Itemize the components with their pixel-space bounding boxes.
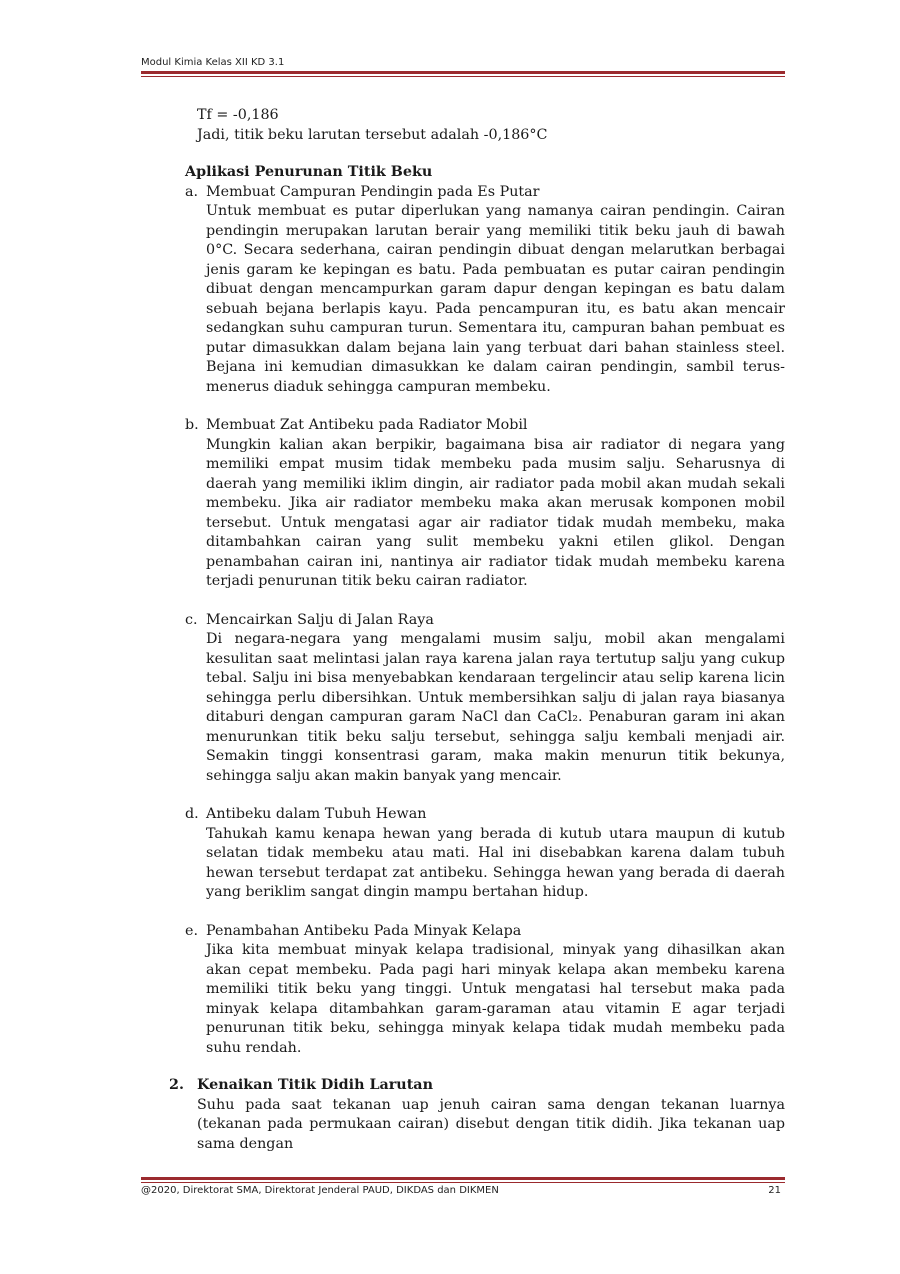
list-item-title: Mencairkan Salju di Jalan Raya	[206, 611, 434, 628]
list-item-body: Untuk membuat es putar diperlukan yang namanya cairan pendingin. Cairan pendingin merupakan larutan berair yang memiliki titik beku jauh di bawah 0°C. Secara sederhana, cairan pendingin dibuat dengan melarutkan berbagai jenis garam ke kepingan es batu. Pada pembuatan es putar cairan pendingin dibuat dengan mencampurkan garam dapur dengan kepingan es batu dalam sebuah bejana berlapis kayu. Pada pencampuran itu, es batu akan mencair sedangkan suhu campuran turun. Sementara itu, campuran bahan pembuat es putar dimasukkan dalam bejana lain yang terbuat dari bahan stainless steel. Bejana ini kemudian dimasukkan ke dalam cairan pendingin, sambil terus-menerus diaduk sehingga campuran membeku.	[206, 203, 785, 395]
list-item	[185, 611, 785, 787]
running-header: Modul Kimia Kelas XII KD 3.1	[141, 57, 285, 68]
footer-rule-thin	[141, 1182, 785, 1183]
list-item	[185, 183, 785, 398]
list-item-body: Di negara-negara yang mengalami musim salju, mobil akan mengalami kesulitan saat melintasi jalan raya karena jalan raya tertutup salju yang cukup tebal. Salju ini bisa menyebabkan kendaraan tergelincir atau selip karena licin sehingga perlu dibersihkan. Untuk membersihkan salju di jalan raya biasanya ditaburi dengan campuran garam NaCl dan CaCl₂. Penaburan garam ini akan menurunkan titik beku salju tersebut, sehingga salju kembali menjadi air. Semakin tinggi konsentrasi garam, maka makin menurun titik bekunya, sehingga salju akan makin banyak yang mencair.	[206, 631, 785, 784]
section-number: 2.	[169, 1077, 184, 1093]
calc-line-1: Tf = -0,186	[197, 107, 279, 123]
list-marker: b.	[185, 417, 199, 433]
section-2	[169, 1076, 785, 1154]
page-body	[169, 106, 785, 1154]
list-item-body: Jika kita membuat minyak kelapa tradisional, minyak yang dihasilkan akan akan cepat membeku. Pada pagi hari minyak kelapa akan membeku karena memiliki titik beku yang tinggi. Untuk mengatasi hal tersebut maka pada minyak kelapa ditambahkan garam-garaman atau vitamin E agar terjadi penurunan titik beku, sehingga minyak kelapa tidak mudah membeku pada suhu rendah.	[206, 942, 785, 1056]
list-item-title: Membuat Campuran Pendingin pada Es Putar	[206, 183, 540, 200]
list-item	[185, 922, 785, 1059]
page-footer	[141, 1185, 785, 1196]
footer-rule-thick	[141, 1177, 785, 1180]
list-item-title: Penambahan Antibeku Pada Minyak Kelapa	[206, 922, 522, 939]
section-title: Aplikasi Penurunan Titik Beku	[185, 164, 433, 180]
calc-line-2: Jadi, titik beku larutan tersebut adalah -0,186°C	[197, 126, 548, 143]
calc-result	[197, 106, 785, 145]
list-marker: c.	[185, 611, 198, 628]
footer-copyright: @2020, Direktorat SMA, Direktorat Jenderal PAUD, DIKDAS dan DIKMEN	[141, 1185, 499, 1196]
section-2-body: Suhu pada saat tekanan uap jenuh cairan sama dengan tekanan luarnya (tekanan pada permukaan cairan) disebut dengan titik didih. Jika tekanan uap sama dengan	[197, 1096, 785, 1152]
header-rule-thin	[141, 76, 785, 77]
list-item-body: Mungkin kalian akan berpikir, bagaimana bisa air radiator di negara yang memiliki empat musim tidak membeku pada musim salju. Seharusnya di daerah yang memiliki iklim dingin, air radiator pada mobil akan mudah sekali membeku. Jika air radiator membeku maka akan merusak komponen mobil tersebut. Untuk mengatasi agar air radiator tidak mudah membeku, maka ditambahkan cairan yang sulit membeku yakni etilen glikol. Dengan penambahan cairan ini, nantinya air radiator tidak mudah membeku karena terjadi penurunan titik beku cairan radiator.	[206, 436, 785, 589]
list-marker: d.	[185, 806, 199, 822]
list-item-title: Membuat Zat Antibeku pada Radiator Mobil	[206, 417, 528, 433]
list-marker: e.	[185, 922, 199, 939]
page-number: 21	[768, 1185, 781, 1196]
list-marker: a.	[185, 183, 199, 200]
list-item	[185, 416, 785, 592]
list-item-title: Antibeku dalam Tubuh Hewan	[206, 806, 427, 822]
list-item	[185, 805, 785, 903]
list-item-body: Tahukah kamu kenapa hewan yang berada di kutub utara maupun di kutub selatan tidak membeku atau mati. Hal ini disebabkan karena dalam tubuh hewan tersebut terdapat zat antibeku. Sehingga hewan yang berada di daerah yang beriklim sangat dingin mampu bertahan hidup.	[206, 825, 785, 900]
header-rule-thick	[141, 71, 785, 74]
section-2-title: Kenaikan Titik Didih Larutan	[197, 1077, 433, 1093]
